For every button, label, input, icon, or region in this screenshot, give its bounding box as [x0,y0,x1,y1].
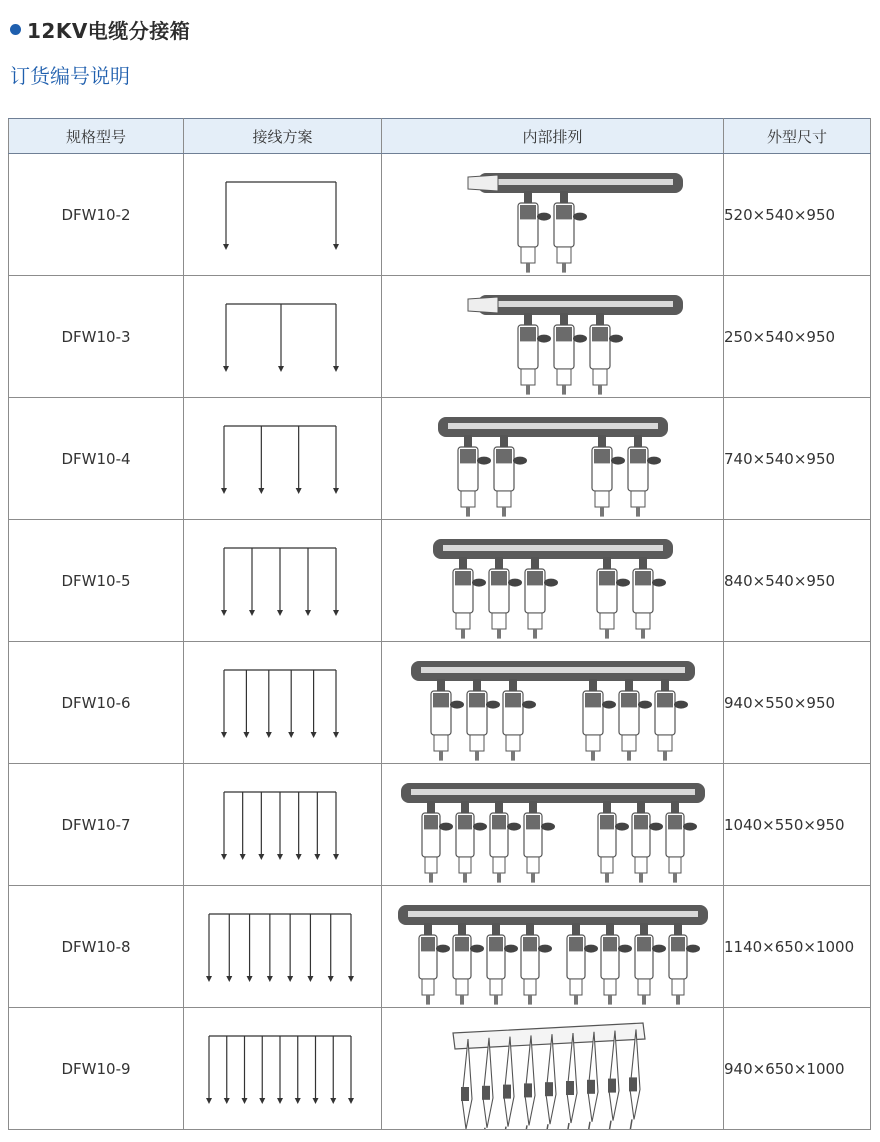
internal-layout-drawing [383,1009,723,1129]
cable-unit [489,557,522,639]
size-cell: 250×540×950 [724,276,871,398]
cable-unit [490,801,521,883]
outlet-arrow-icon [206,1098,212,1104]
table-row [9,520,871,642]
outlet-arrow-icon [333,732,339,738]
bullet-dot-icon [10,24,21,35]
model-cell: DFW10-8 [9,886,184,1008]
model-cell: DFW10-2 [9,154,184,276]
outlet-arrow-icon [221,488,227,494]
model-cell: DFW10-3 [9,276,184,398]
internal-layout-cell [382,1008,724,1130]
cable-unit [633,557,666,639]
cable-unit [518,313,551,395]
wiring-diagram-cell [184,276,382,398]
cable-unit [597,557,630,639]
model-cell: DFW10-5 [9,520,184,642]
outlet-arrow-icon [247,976,253,982]
cable-unit [666,801,697,883]
wiring-diagram-cell [184,886,382,1008]
outlet-arrow-icon [259,1098,265,1104]
section-title-text: 12KV电缆分接箱 [27,18,191,43]
table-header-row [9,119,871,154]
size-cell: 1040×550×950 [724,764,871,886]
outlet-arrow-icon [277,610,283,616]
model-cell: DFW10-7 [9,764,184,886]
cable-unit [525,557,558,639]
table-row [9,886,871,1008]
outlet-arrow-icon [277,1098,283,1104]
outlet-arrow-icon [278,366,284,372]
table-row [9,154,871,276]
outlet-arrow-icon [348,976,354,982]
cable-unit [669,923,700,1005]
cable-unit [422,801,453,883]
internal-layout-cell [382,642,724,764]
internal-layout-drawing [383,765,723,885]
cable-unit [554,313,587,395]
outlet-arrow-icon [348,1098,354,1104]
internal-layout-cell [382,886,724,1008]
col-header-layout: 内部排列 [382,119,724,154]
wiring-diagram-cell [184,520,382,642]
cable-unit [467,679,500,761]
cable-unit [453,923,484,1005]
outlet-arrow-icon [328,976,334,982]
cable-unit [494,435,527,517]
section-title [10,15,190,43]
angled-busbar-assembly [453,1023,645,1129]
internal-layout-cell [382,398,724,520]
outlet-arrow-icon [206,976,212,982]
outlet-arrow-icon [288,732,294,738]
cable-unit [619,679,652,761]
cable-unit [554,191,587,273]
wiring-diagram [184,643,382,763]
cable-unit [635,923,666,1005]
cable-unit [524,801,555,883]
internal-layout-cell [382,764,724,886]
size-cell: 940×550×950 [724,642,871,764]
outlet-arrow-icon [307,976,313,982]
table-body [9,154,871,1130]
internal-layout-drawing [383,643,723,763]
cable-unit [632,801,663,883]
cable-unit [503,679,536,761]
size-cell: 1140×650×1000 [724,886,871,1008]
wiring-diagram [184,399,382,519]
internal-layout-cell [382,154,724,276]
table-row [9,642,871,764]
col-header-wiring: 接线方案 [184,119,382,154]
wiring-diagram-cell [184,642,382,764]
cable-unit [487,923,518,1005]
cable-unit [601,923,632,1005]
outlet-arrow-icon [295,1098,301,1104]
internal-layout-drawing [383,155,723,275]
outlet-arrow-icon [296,488,302,494]
wiring-diagram [184,765,382,885]
cable-unit [590,313,623,395]
outlet-arrow-icon [333,610,339,616]
size-cell: 940×650×1000 [724,1008,871,1130]
cable-unit [655,679,688,761]
internal-layout-drawing [383,399,723,519]
outlet-arrow-icon [330,1098,336,1104]
size-cell: 740×540×950 [724,398,871,520]
outlet-arrow-icon [314,854,320,860]
outlet-arrow-icon [333,366,339,372]
outlet-arrow-icon [333,854,339,860]
size-cell: 520×540×950 [724,154,871,276]
cable-unit [583,679,616,761]
outlet-arrow-icon [221,732,227,738]
model-cell: DFW10-9 [9,1008,184,1130]
outlet-arrow-icon [311,732,317,738]
internal-layout-drawing [383,277,723,397]
outlet-arrow-icon [243,732,249,738]
wiring-diagram-cell [184,764,382,886]
cable-unit [518,191,551,273]
col-header-size: 外型尺寸 [724,119,871,154]
wiring-diagram-cell [184,1008,382,1130]
wiring-diagram [184,887,382,1007]
outlet-arrow-icon [267,976,273,982]
outlet-arrow-icon [221,854,227,860]
outlet-arrow-icon [249,610,255,616]
wiring-diagram-cell [184,154,382,276]
model-cell: DFW10-4 [9,398,184,520]
cable-unit [598,801,629,883]
outlet-arrow-icon [242,1098,248,1104]
internal-layout-drawing [383,521,723,641]
cable-unit [521,923,552,1005]
outlet-arrow-icon [305,610,311,616]
table-row [9,764,871,886]
wiring-diagram [184,1009,382,1129]
outlet-arrow-icon [258,488,264,494]
outlet-arrow-icon [333,488,339,494]
table-row [9,398,871,520]
cable-unit [567,923,598,1005]
wiring-diagram [184,277,382,397]
outlet-arrow-icon [258,854,264,860]
cable-unit [628,435,661,517]
internal-layout-cell [382,276,724,398]
outlet-arrow-icon [221,610,227,616]
outlet-arrow-icon [287,976,293,982]
cable-unit [453,557,486,639]
outlet-arrow-icon [296,854,302,860]
outlet-arrow-icon [333,244,339,250]
internal-layout-drawing [383,887,723,1007]
model-cell: DFW10-6 [9,642,184,764]
cable-unit [419,923,450,1005]
table-row [9,276,871,398]
outlet-arrow-icon [313,1098,319,1104]
section-subtitle: 订货编号说明 [10,64,130,88]
cable-unit [458,435,491,517]
outlet-arrow-icon [223,366,229,372]
table-row [9,1008,871,1130]
spec-table [8,118,871,1130]
wiring-diagram [184,155,382,275]
size-cell: 840×540×950 [724,520,871,642]
internal-layout-cell [382,520,724,642]
outlet-arrow-icon [266,732,272,738]
wiring-diagram-cell [184,398,382,520]
cable-unit [456,801,487,883]
outlet-arrow-icon [224,1098,230,1104]
outlet-arrow-icon [223,244,229,250]
wiring-diagram [184,521,382,641]
cable-unit [431,679,464,761]
outlet-arrow-icon [277,854,283,860]
col-header-model: 规格型号 [9,119,184,154]
outlet-arrow-icon [240,854,246,860]
cable-unit [592,435,625,517]
outlet-arrow-icon [226,976,232,982]
